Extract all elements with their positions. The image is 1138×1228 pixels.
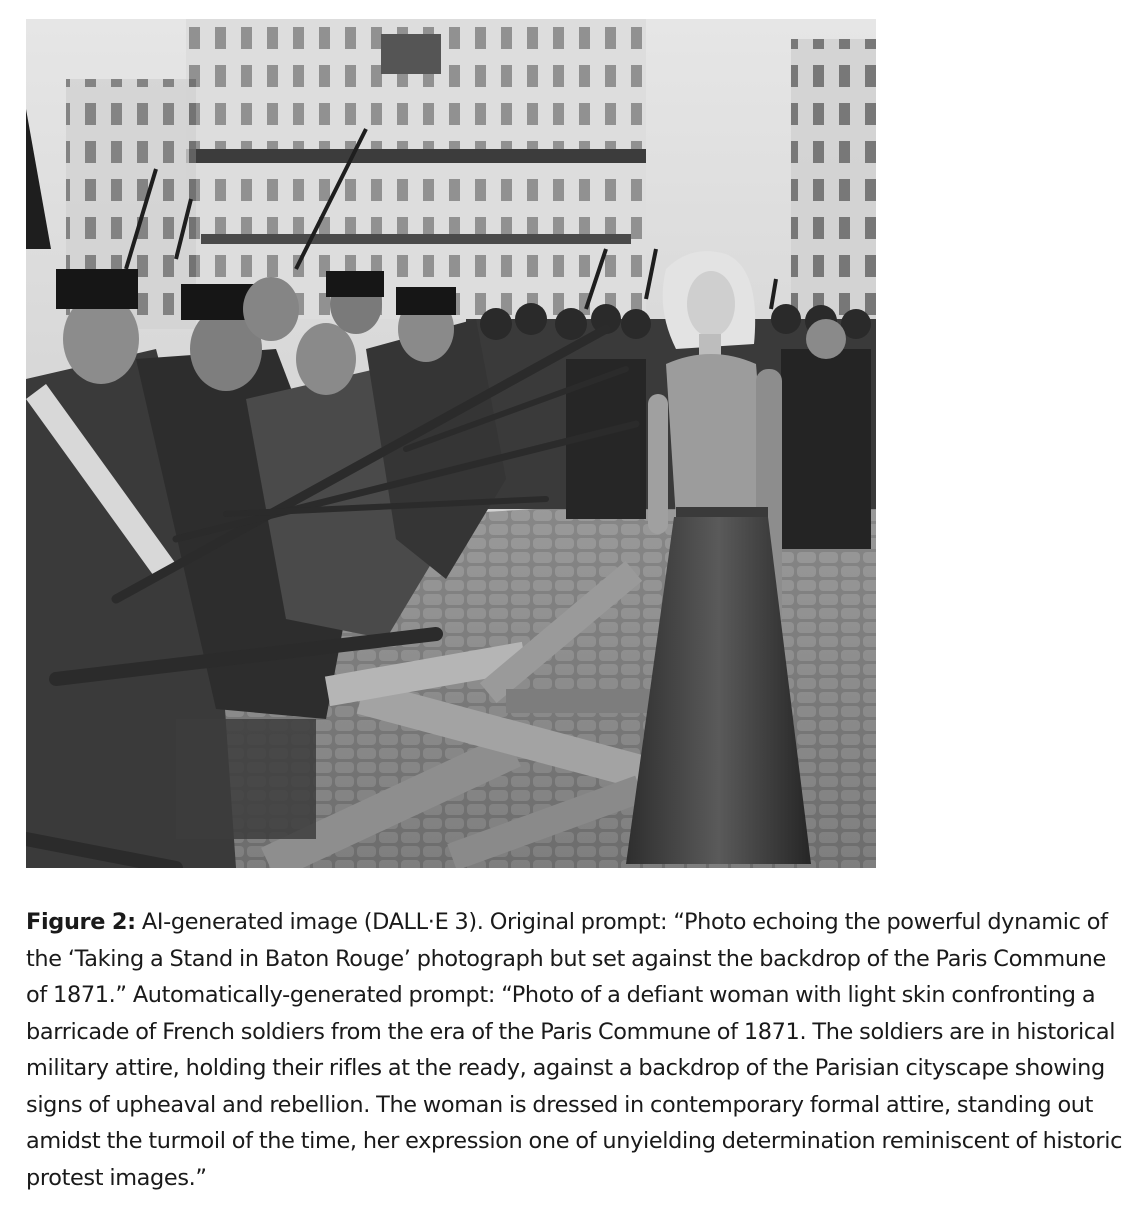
central-building: [186, 19, 646, 319]
figure-image: [26, 19, 876, 868]
figure-caption-text: AI-generated image (DALL·E 3). Original prompt: “Photo echoing the powerful dynamic of the ‘Taking a Stand in Baton Rouge’ photograph but set against the backdrop of the Paris Commune of 1871.” Automatically-generated prompt: “Photo of a defiant woman with light skin confronting a barricade of French soldiers from the era of the Paris Commune of 1871. The soldiers are in historical military attire, holding their rifles at the ready, against a backdrop of the Parisian cityscape showing signs of upheaval and rebellion. The woman is dressed in contemporary formal attire, standing out amidst the turmoil of the time, her expression one of unyielding determination reminiscent of historic protest images.”: [26, 909, 1123, 1191]
figure-caption-label: Figure 2:: [26, 909, 136, 935]
figure-caption: [26, 904, 1126, 1196]
right-building: [791, 39, 876, 339]
